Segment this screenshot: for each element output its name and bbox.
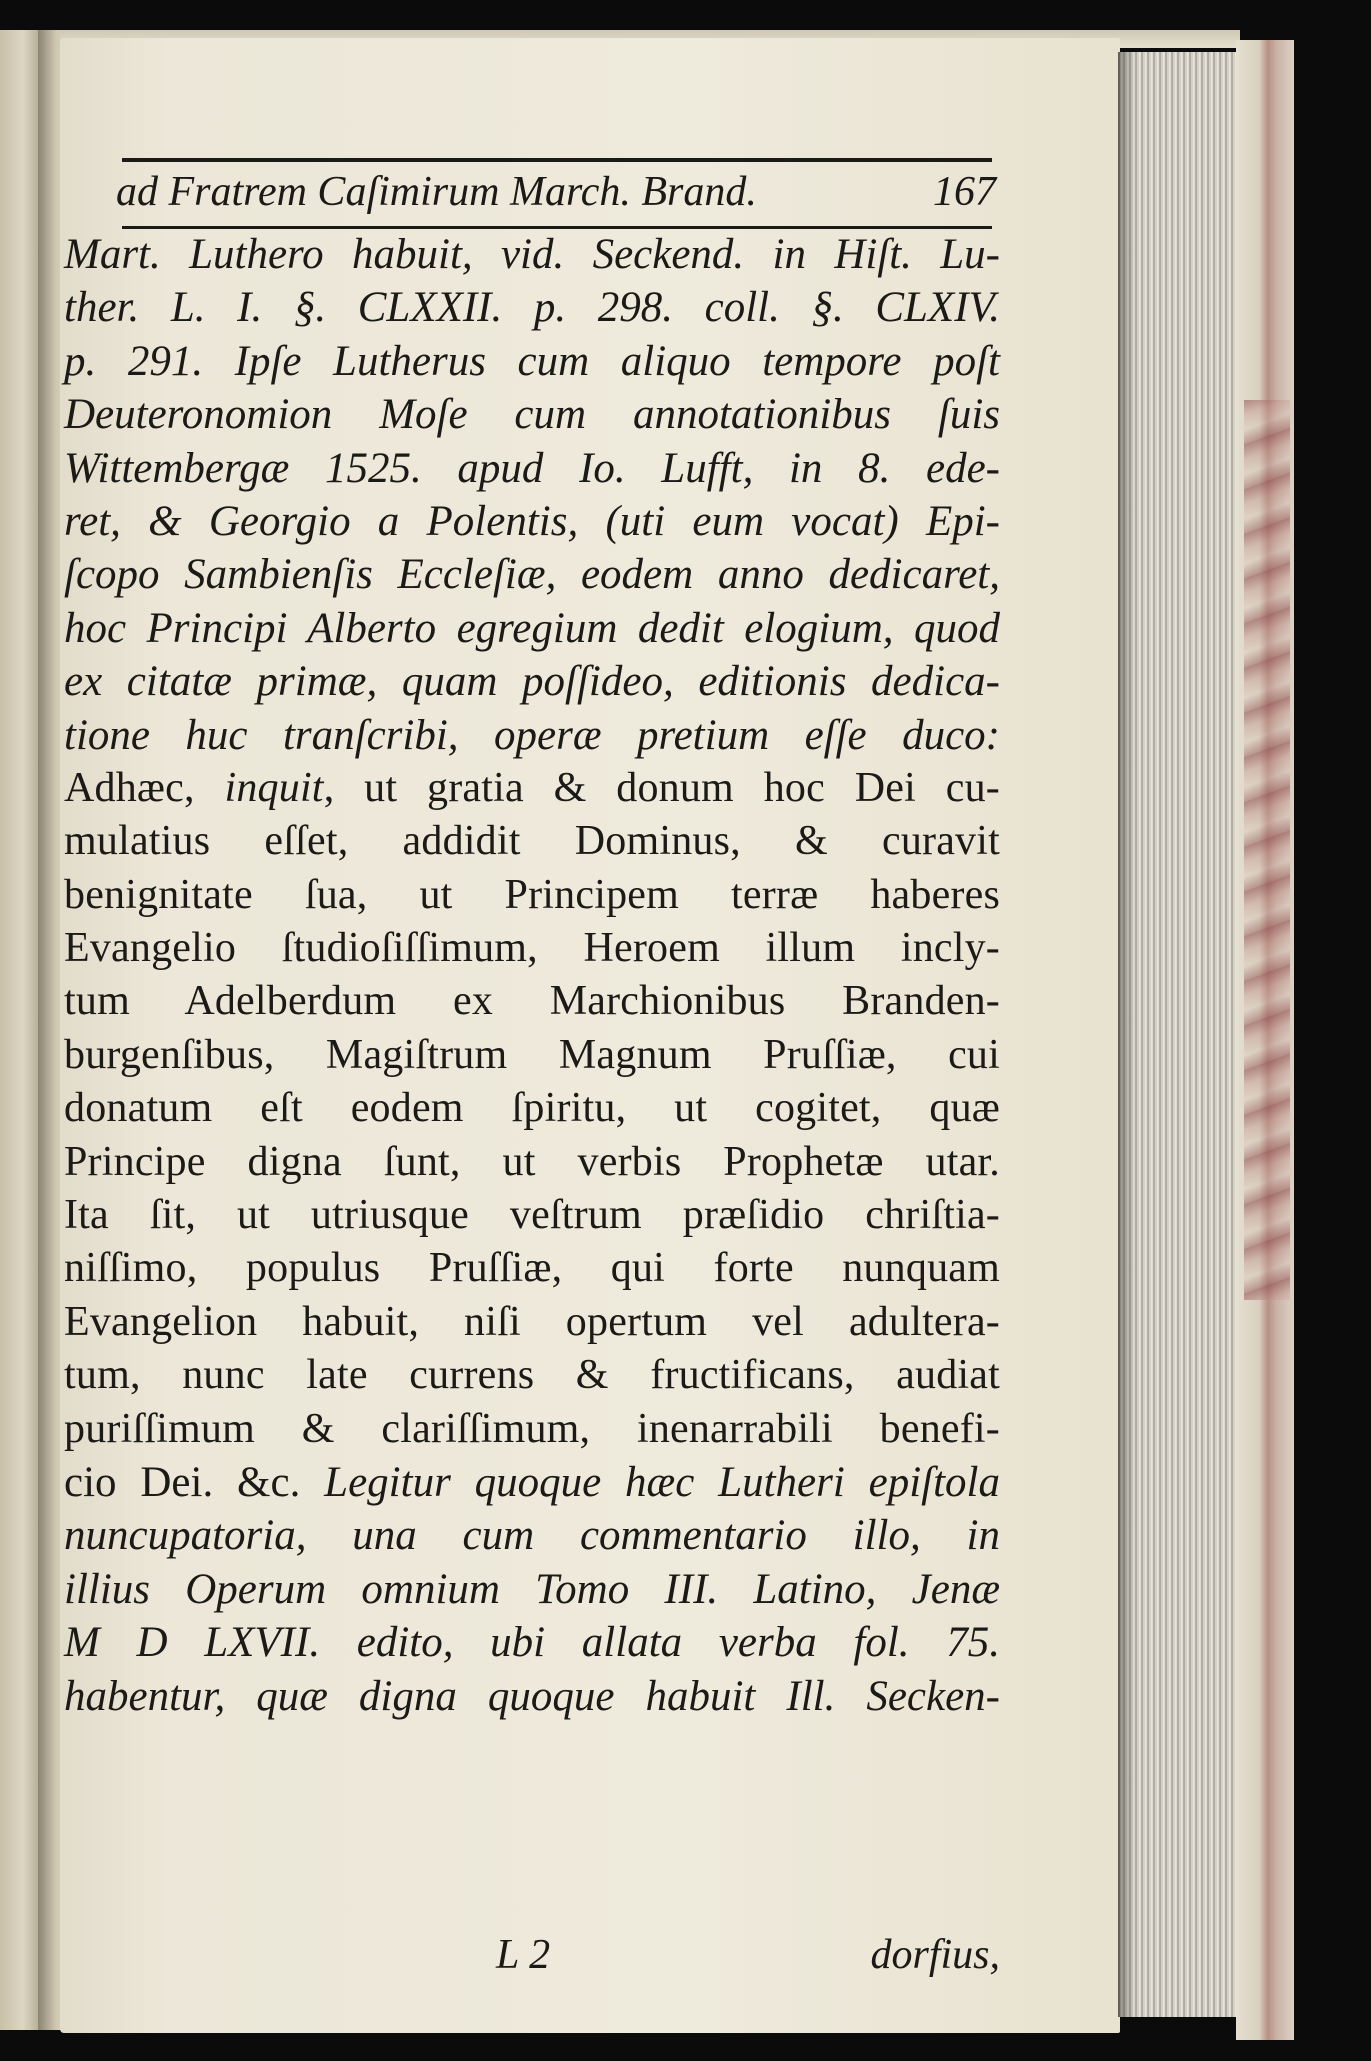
text-line: Mart. Luthero habuit, vid. Seckend. in Hiſt. Lu- — [64, 231, 1000, 278]
text-line: burgenſibus, Magiſtrum Magnum Pruſſiæ, cui — [64, 1031, 1000, 1078]
page-number: 167 — [933, 169, 996, 215]
text-line: ret, & Georgio a Polentis, (uti eum vocat) Epi- — [64, 497, 1000, 545]
text-line: illius Operum omnium Tomo III. Latino, Jenæ — [64, 1565, 1000, 1613]
text-line: Deuteronomion Moſe cum annotationibus ſuis — [64, 391, 1000, 439]
text-line: Principe digna ſunt, ut verbis Prophetæ utar. — [64, 1138, 1000, 1185]
body-text — [64, 228, 1000, 1723]
page-fore-edge — [1118, 52, 1240, 2017]
text-line: Evangelion habuit, niſi opertum vel adultera- — [64, 1298, 1000, 1345]
text-line: puriſſimum & clariſſimum, inenarrabili benefi- — [64, 1405, 1000, 1452]
text-line: donatum eſt eodem ſpiritu, ut cogitet, quæ — [64, 1085, 1000, 1132]
text-line: niſſimo, populus Pruſſiæ, qui forte nunquam — [64, 1245, 1000, 1292]
text-line: ſcopo Sambienſis Eccleſiæ, eodem anno dedicaret, — [64, 551, 1000, 599]
text-line: Ita ſit, ut utriusque veſtrum præſidio chriſtia- — [64, 1192, 1000, 1239]
text-line: tum, nunc late currens & fructificans, audiat — [64, 1352, 1000, 1399]
text-line: p. 291. Ipſe Lutherus cum aliquo tempore poſt — [64, 337, 1000, 385]
fore-edge-shadow — [1118, 52, 1136, 2017]
text-line: Evangelio ſtudioſiſſimum, Heroem illum incly- — [64, 925, 1000, 972]
marbled-paper — [1244, 400, 1290, 1300]
catchword: dorfius, — [870, 1932, 1000, 1978]
text-line: ther. L. I. §. CLXXII. p. 298. coll. §. CLXIV. — [64, 284, 1000, 332]
text-line: mulatius eſſet, addidit Dominus, & curavit — [64, 818, 1000, 865]
signature-mark: L 2 — [496, 1932, 551, 1978]
text-line: M D LXVII. edito, ubi allata verba fol. 75. — [64, 1619, 1000, 1667]
text-line: cio Dei. &c. Legitur quoque hæc Lutheri epiſtola — [64, 1458, 1000, 1506]
text-line: ex citatæ primæ, quam poſſideo, editionis dedica- — [64, 658, 1000, 706]
text-line: Wittembergæ 1525. apud Io. Lufft, in 8. ede- — [64, 444, 1000, 492]
running-header — [116, 162, 996, 220]
text-line: habentur, quæ digna quoque habuit Ill. Secken- — [64, 1672, 1000, 1720]
text-line: Adhæc, inquit, ut gratia & donum hoc Dei cu- — [64, 764, 1000, 811]
text-line: benignitate ſua, ut Principem terræ haberes — [64, 871, 1000, 918]
running-title: ad Fratrem Caſimirum March. Brand. — [116, 169, 757, 215]
text-line: nuncupatoria, una cum commentario illo, in — [64, 1512, 1000, 1560]
text-line: hoc Principi Alberto egregium dedit elogium, quod — [64, 604, 1000, 652]
page-footer — [64, 1931, 1000, 1981]
text-line: tum Adelberdum ex Marchionibus Branden- — [64, 978, 1000, 1025]
text-line: tione huc tranſcribi, operæ pretium eſſe duco: — [64, 711, 1000, 759]
facing-page-edge — [0, 30, 38, 2030]
